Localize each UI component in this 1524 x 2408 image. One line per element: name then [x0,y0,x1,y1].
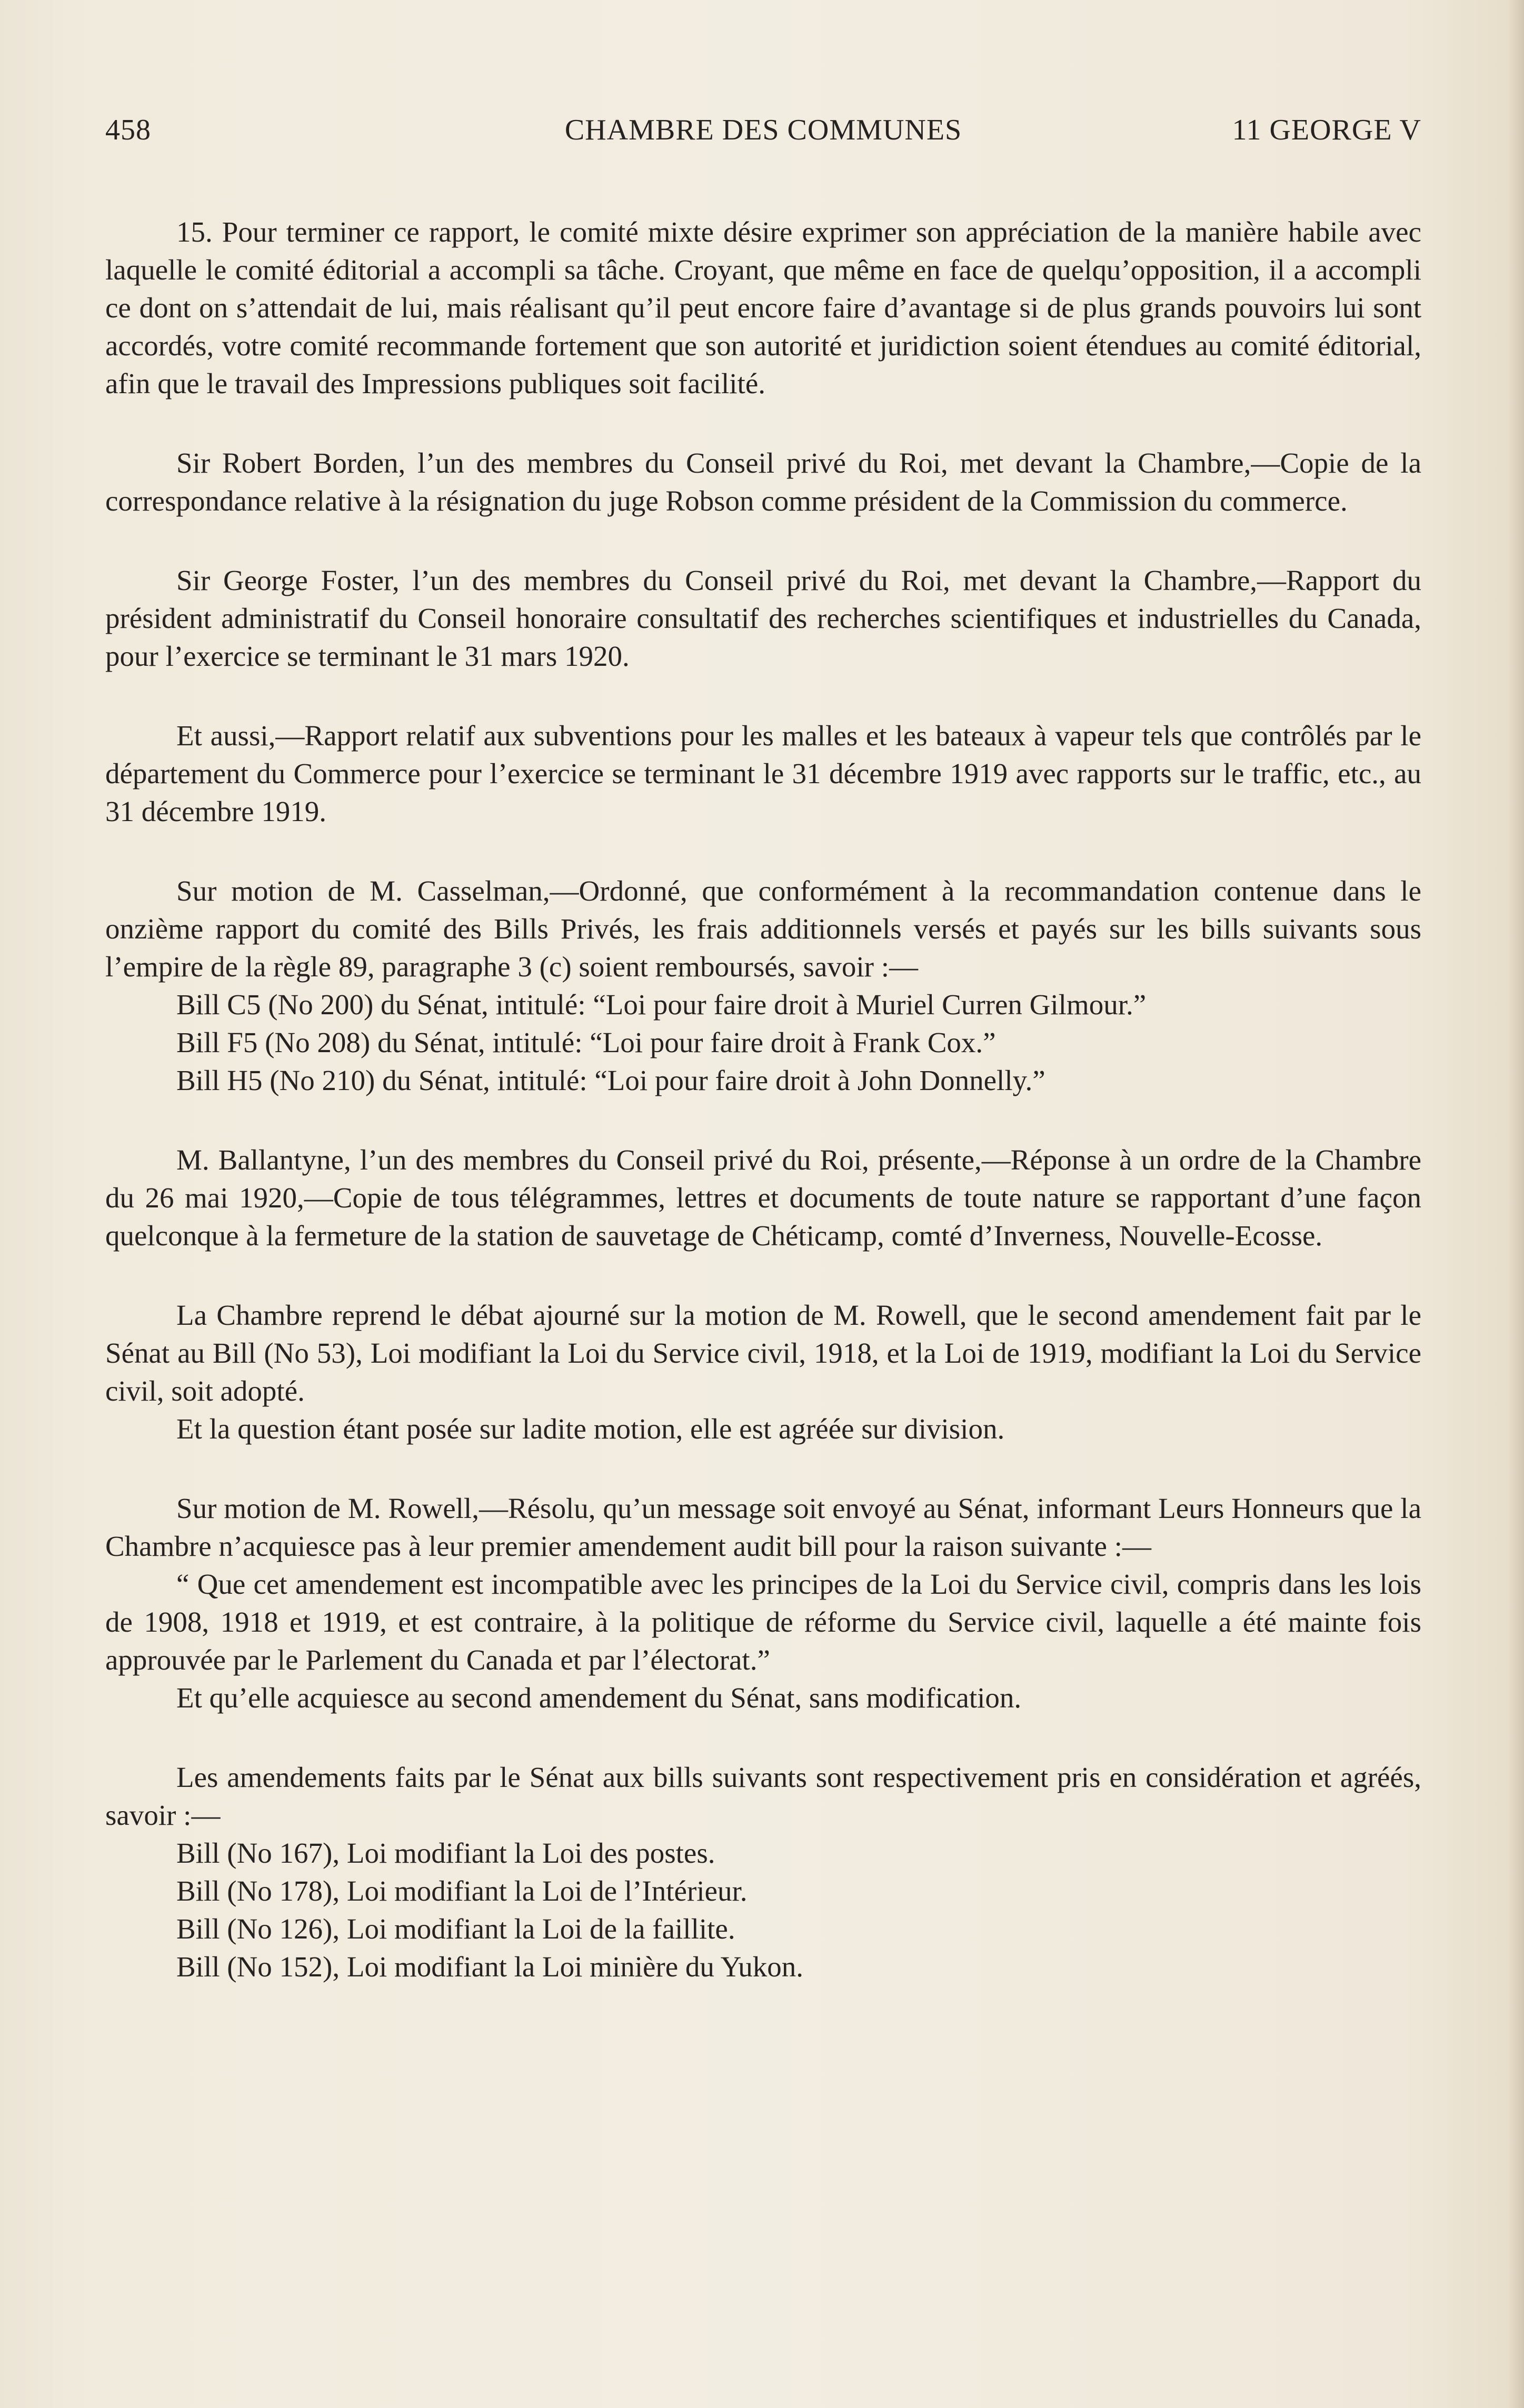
paragraph-group-amendments [105,1758,1421,1986]
paragraph-rowell-debate: La Chambre reprend le débat ajourné sur la motion de M. Rowell, que le second amendement fait par le Sénat au Bill (No 53), Loi modifiant la Loi du Service civil, 1918, et la Loi de 1919, modifiant la Loi du Service civil, soit adopté. [105,1299,1421,1407]
page-header [105,113,1421,155]
paragraph-foster: Sir George Foster, l’un des membres du Conseil privé du Roi, met devant la Chambre,—Rapport du président administratif du Conseil honoraire consultatif des recherches scientifiques et industrielles du Canada, pour l’exercice se terminant le 31 mars 1920. [105,564,1421,672]
page-edge-shadow [1508,0,1524,2408]
bill-list-item: Bill (No 178), Loi modifiant la Loi de l’Intérieur. [176,1875,748,1907]
bill-list-item: Bill C5 (No 200) du Sénat, intitulé: “Loi pour faire droit à Muriel Curren Gilmour.” [176,988,1147,1021]
paragraph-rowell-message: Sur motion de M. Rowell,—Résolu, qu’un message soit envoyé au Sénat, informant Leurs Honneurs que la Chambre n’acquiesce pas à leur premier amendement audit bill pour la raison suivante :— [105,1492,1421,1562]
bill-list-item: Bill (No 126), Loi modifiant la Loi de la faillite. [176,1913,735,1945]
bill-list-item: Bill (No 167), Loi modifiant la Loi des postes. [176,1837,715,1869]
paragraph-group-casselman [105,872,1421,1100]
paragraph-division: Et la question étant posée sur ladite motion, elle est agréée sur division. [176,1413,1005,1445]
quoted-reason: “ Que cet amendement est incompatible avec les principes de la Loi du Service civil, compris dans les lois de 1908, 1918 et 1919, et est contraire, à la politique de réforme du Service civil, laquelle a été mainte fois approuvée par le Parlement du Canada et par l’électorat.” [105,1568,1421,1676]
session-label: 11 GEORGE V [1232,114,1421,146]
paragraph-borden: Sir Robert Borden, l’un des membres du Conseil privé du Roi, met devant la Chambre,—Copie de la correspondance relative à la résignation du juge Robson comme président de la Commission du commerce. [105,447,1421,517]
document-body [105,213,1421,2027]
bill-list-item: Bill (No 152), Loi modifiant la Loi minière du Yukon. [176,1951,803,1983]
page-number: 458 [105,114,151,146]
paragraph-second-amendment: Et qu’elle acquiesce au second amendement du Sénat, sans modification. [176,1682,1022,1714]
paragraph-group-rowell-message [105,1490,1421,1717]
paragraph-amendments: Les amendements faits par le Sénat aux bills suivants sont respectivement pris en considération et agréés, savoir :— [105,1761,1421,1831]
bill-list-item: Bill H5 (No 210) du Sénat, intitulé: “Loi pour faire droit à John Donnelly.” [176,1064,1045,1096]
bill-list-item: Bill F5 (No 208) du Sénat, intitulé: “Loi pour faire droit à Frank Cox.” [176,1026,996,1058]
paragraph-editorial-committee: 15. Pour terminer ce rapport, le comité mixte désire exprimer son appréciation de la manière habile avec laquelle le comité éditorial a accompli sa tâche. Croyant, que même en face de quelqu’opposition, il a accompli ce dont on s’attendait de lui, mais réalisant qu’il peut encore faire d’avantage si de plus grands pouvoirs lui sont accordés, votre comité recommande fortement que son autorité et juridiction soient étendues au comité éditorial, afin que le travail des Impressions publiques soit facilité. [105,216,1421,399]
page-title: CHAMBRE DES COMMUNES [564,114,962,146]
paragraph-group-rowell-debate [105,1296,1421,1448]
paragraph-casselman: Sur motion de M. Casselman,—Ordonné, que conformément à la recommandation contenue dans le onzième rapport du comité des Bills Privés, les frais additionnels versés et payés sur les bills suivants sous l’empire de la règle 89, paragraphe 3 (c) soient remboursés, savoir :— [105,875,1421,983]
paragraph-subsidies: Et aussi,—Rapport relatif aux subventions pour les malles et les bateaux à vapeur tels que contrôlés par le département du Commerce pour l’exercice se terminant le 31 décembre 1919 avec rapports sur le traffic, etc., au 31 décembre 1919. [105,720,1421,827]
paragraph-ballantyne: M. Ballantyne, l’un des membres du Conseil privé du Roi, présente,—Réponse à un ordre de la Chambre du 26 mai 1920,—Copie de tous télégrammes, lettres et documents de toute nature se rapportant d’une façon quelconque à la fermeture de la station de sauvetage de Chéticamp, comté d’Inverness, Nouvelle-Ecosse. [105,1144,1421,1252]
